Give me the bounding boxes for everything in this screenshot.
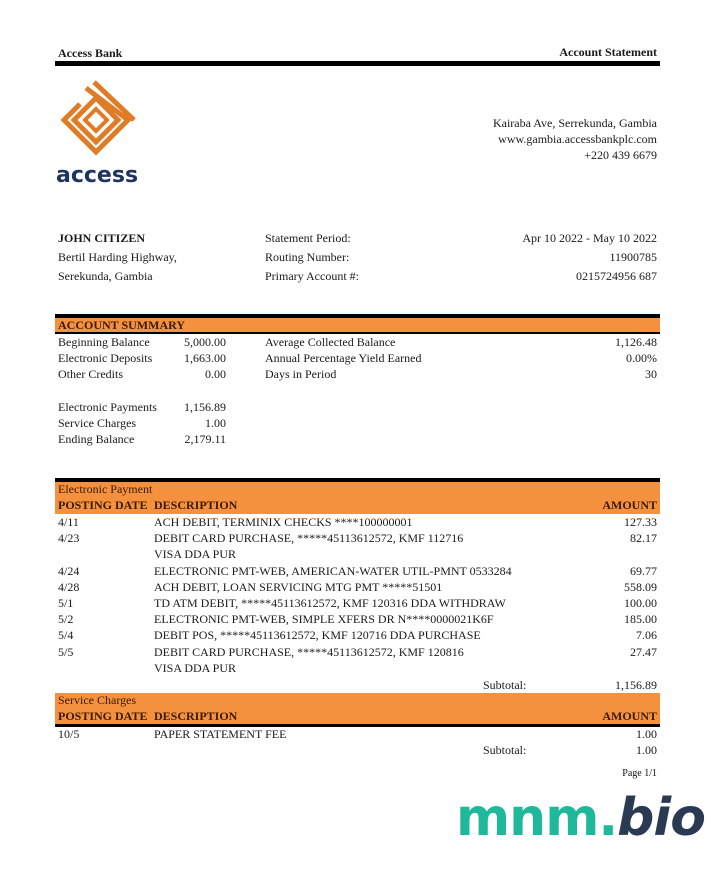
row-description: DEBIT CARD PURCHASE, *****45113612572, KMF 112716	[154, 531, 464, 545]
table-row	[58, 726, 657, 742]
row-amount: 185.00	[624, 612, 657, 626]
routing-number-value: 11900785	[609, 250, 657, 264]
subtotal-label: Subtotal:	[483, 678, 527, 692]
column-amount: AMOUNT	[602, 709, 657, 723]
table-row	[58, 563, 657, 579]
header-bank-name: Access Bank	[58, 46, 123, 60]
summary-label: Service Charges	[58, 416, 137, 430]
subtotal-label: Subtotal:	[483, 743, 527, 757]
summary-label: Electronic Deposits	[58, 351, 153, 365]
summary-header	[55, 318, 660, 334]
customer-name: JOHN CITIZEN	[58, 231, 146, 245]
bank-website[interactable]: www.gambia.accessbankplc.com	[498, 132, 657, 146]
subtotal-value: 1,156.89	[615, 678, 657, 692]
summary-label: Other Credits	[58, 367, 123, 381]
row-date: 4/11	[58, 515, 79, 529]
subtotal-value: 1.00	[636, 743, 657, 757]
payments-subtotal	[58, 677, 657, 693]
table-row	[58, 611, 657, 627]
row-date: 4/28	[58, 580, 80, 594]
row-date: 5/4	[58, 628, 74, 642]
bank-phone: +220 439 6679	[584, 148, 657, 162]
watermark-part-b: bio	[617, 788, 705, 848]
row-amount: 558.09	[624, 580, 657, 594]
row-description: TD ATM DEBIT, *****45113612572, KMF 120316 DDA WITHDRAW	[154, 596, 506, 610]
row-amount: 100.00	[624, 596, 657, 610]
row-description: ACH DEBIT, TERMINIX CHECKS ****100000001	[154, 515, 413, 529]
row-amount: 7.06	[636, 628, 657, 642]
summary-value: 0.00	[205, 367, 226, 381]
row-amount: 1.00	[636, 727, 657, 741]
customer-address-line1: Bertil Harding Highway,	[58, 250, 177, 264]
payments-header	[55, 482, 660, 514]
access-diamond-icon	[56, 80, 140, 160]
row-amount: 82.17	[630, 531, 657, 545]
summary-value: 1,156.89	[184, 400, 226, 414]
summary-label: Beginning Balance	[58, 335, 150, 349]
row-description-line2: VISA DDA PUR	[154, 547, 237, 561]
row-date: 5/2	[58, 612, 74, 626]
bank-address: Kairaba Ave, Serrekunda, Gambia	[492, 116, 657, 130]
summary-label: Average Collected Balance	[265, 335, 396, 349]
payments-title: Electronic Payment	[58, 482, 153, 496]
page-number: Page 1/1	[622, 768, 657, 779]
table-row	[58, 530, 657, 546]
summary-value: 1,663.00	[184, 351, 226, 365]
column-description: DESCRIPTION	[154, 498, 238, 512]
row-description: DEBIT CARD PURCHASE, *****45113612572, KMF 120816	[154, 645, 464, 659]
row-description: ELECTRONIC PMT-WEB, SIMPLE XFERS DR N****0000021K6F	[154, 612, 494, 626]
table-row	[58, 514, 657, 530]
column-posting-date: POSTING DATE	[58, 709, 148, 723]
summary-title: ACCOUNT SUMMARY	[58, 318, 186, 332]
summary-value: 2,179.11	[184, 432, 226, 446]
summary-value: 30	[645, 367, 657, 381]
row-description: PAPER STATEMENT FEE	[154, 727, 287, 741]
row-description: ELECTRONIC PMT-WEB, AMERICAN-WATER UTIL-PMNT 0533284	[154, 564, 512, 578]
summary-value: 0.00%	[626, 351, 657, 365]
access-logo	[56, 80, 140, 188]
summary-label: Electronic Payments	[58, 400, 157, 414]
summary-value: 1,126.48	[615, 335, 657, 349]
row-description: ACH DEBIT, LOAN SERVICING MTG PMT *****51501	[154, 580, 443, 594]
routing-number-label: Routing Number:	[265, 250, 350, 264]
column-description: DESCRIPTION	[154, 709, 238, 723]
summary-value: 1.00	[205, 416, 226, 430]
row-amount: 69.77	[630, 564, 657, 578]
table-row-continuation	[58, 660, 657, 676]
header-doc-title: Account Statement	[559, 45, 657, 59]
watermark-part-a: mnm.	[456, 788, 618, 848]
service-charges-title: Service Charges	[58, 693, 137, 707]
summary-label: Days in Period	[265, 367, 337, 381]
row-description-line2: VISA DDA PUR	[154, 661, 237, 675]
table-row	[58, 595, 657, 611]
row-date: 4/24	[58, 564, 80, 578]
statement-period-label: Statement Period:	[265, 231, 351, 245]
summary-value: 5,000.00	[184, 335, 226, 349]
row-date: 10/5	[58, 727, 80, 741]
table-row	[58, 644, 657, 660]
row-date: 4/23	[58, 531, 80, 545]
column-posting-date: POSTING DATE	[58, 498, 148, 512]
table-row	[58, 627, 657, 643]
header-rule	[55, 61, 660, 66]
table-row-continuation	[58, 546, 657, 562]
watermark	[456, 788, 705, 848]
logo-wordmark: access	[56, 163, 139, 188]
row-description: DEBIT POS, *****45113612572, KMF 120716 DDA PURCHASE	[154, 628, 481, 642]
row-amount: 127.33	[624, 515, 657, 529]
table-row	[58, 579, 657, 595]
column-amount: AMOUNT	[602, 498, 657, 512]
summary-label: Annual Percentage Yield Earned	[265, 351, 422, 365]
account-number-label: Primary Account #:	[265, 269, 359, 283]
statement-period-value: Apr 10 2022 - May 10 2022	[522, 231, 657, 245]
account-number-value: 0215724956 687	[576, 269, 657, 283]
customer-address-line2: Serekunda, Gambia	[58, 269, 153, 283]
service-charges-header	[55, 693, 660, 727]
row-amount: 27.47	[630, 645, 657, 659]
row-date: 5/5	[58, 645, 74, 659]
summary-label: Ending Balance	[58, 432, 135, 446]
row-date: 5/1	[58, 596, 74, 610]
service-charges-subtotal	[58, 742, 657, 758]
